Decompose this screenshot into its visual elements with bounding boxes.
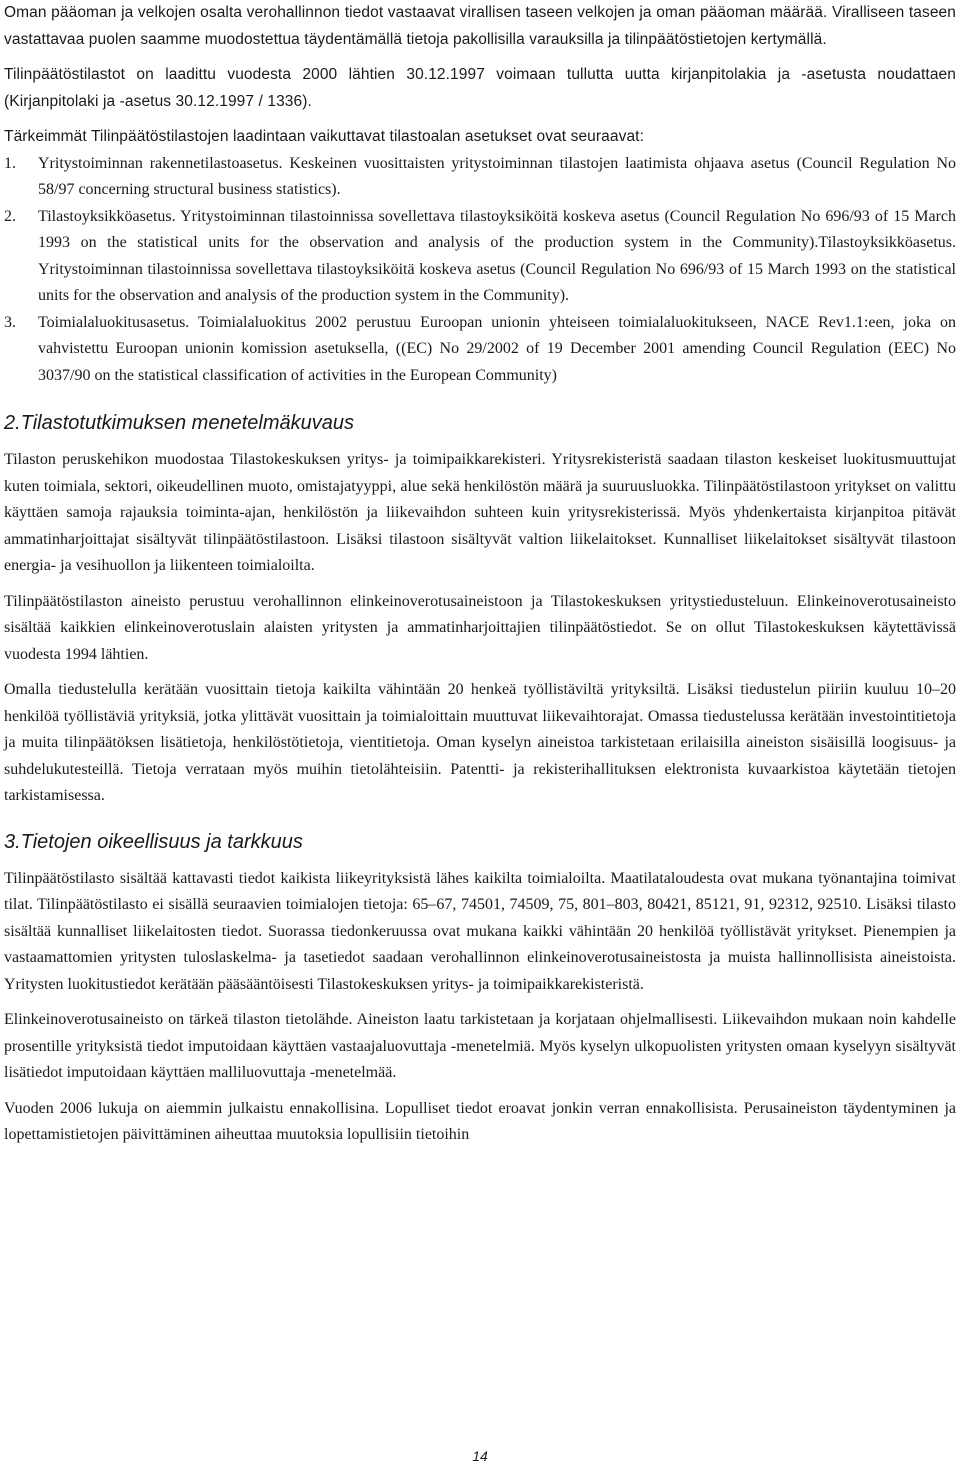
list-item-number: 1. — [4, 154, 16, 172]
list-item-number: 2. — [4, 207, 16, 225]
list-item — [4, 204, 956, 310]
section-3-paragraph-2: Elinkeinoverotusaineisto on tärkeä tilaston tietolähde. Aineiston laatu tarkistetaan ja korjataan ohjelmallisesti. Liikevaihdon mukaan noin kahdelle prosentille yrityksistä tiedot imputoidaan käyttäen vastaajaluovuttaja -menetelmiä. Myös kyselyn ulkopuolisten yritysten omaan kyselyyn sisältyvät lisätiedot imputoidaan käyttäen malliluovuttaja -menetelmää. — [4, 1011, 956, 1081]
document-page — [4, 0, 956, 1149]
list-item-text: Toimialaluokitusasetus. Toimialaluokitus 2002 perustuu Euroopan unionin yhteiseen toimialaluokitukseen, NACE Rev1.1:een, joka on vahvistettu Euroopan unionin komission asetuksella, ((EC) No 29/2002 of 19 December 2001 amending Council Regulation (EEC) No 3037/90 on the statistical classification of activities in the European Community) — [38, 313, 956, 384]
intro-paragraph-1: Oman pääoman ja velkojen osalta verohallinnon tiedot vastaavat virallisen taseen velkojen ja oman pääoman määrää. Viralliseen taseen vastattavaa puolen saamme muodostettua täydentämällä tietoja pakollisilla varauksilla ja tilinpäätöstietojen kertymällä. — [4, 4, 956, 48]
section-2-paragraph-1: Tilaston peruskehikon muodostaa Tilastokeskuksen yritys- ja toimipaikkarekisteri. Yritysrekisteristä saadaan tilaston keskeiset luokitusmuuttujat kuten toimiala, sektori, oikeudellinen muoto, omistajatyyppi, alue sekä henkilöstön määrä ja suuruusluokka. Tilinpäätöstilastoon yritykset on valittu käyttäen samoja rajauksia toiminta-ajan, henkilöstön ja liikevaihdon suhteen kuin yritysrekisterissä. Myös yhdenkertaista kirjanpitoa pitävät ammatinharjoittajat sisältyvät tilinpäätöstilastoon. Lisäksi tilastoon sisältyvät valtion liikelaitokset. Kunnalliset liikelaitokset sisältyvät tilastoon energia- ja vesihuollon ja liikenteen toimialoilta. — [4, 451, 956, 574]
intro-paragraph-3: Tärkeimmät Tilinpäätöstilastojen laadintaan vaikuttavat tilastoalan asetukset ovat seuraavat: — [4, 128, 644, 145]
section-2-paragraph-2: Tilinpäätöstilaston aineisto perustuu verohallinnon elinkeinoverotusaineistoon ja Tilastokeskuksen yritystiedusteluun. Elinkeinoverotusaineisto sisältää kaikkien elinkeinoverotuslain alaisten yritysten ja ammatinharjoittajien tilinpäätöstiedot. Se on ollut Tilastokeskuksen käytettävissä vuodesta 1994 lähtien. — [4, 592, 956, 663]
section-2-paragraph-3: Omalla tiedustelulla kerätään vuosittain tietoja kaikilta vähintään 20 henkeä työllistäviltä yrityksiltä. Lisäksi tiedustelun piiriin kuuluu 10–20 henkilöä työllistäviä yrityksiä, jotka ylittävät vuosittain ja toimialoittain muuttuvat liikevaihtorajat. Omassa tiedustelussa kerätään investointitietoja ja muita tilinpäätöksen lisätietoja, henkilöstötietoja, vientitietoja. Oman kyselyn aineistoa tarkistetaan erilaisilla aineiston sisäisillä loogisuus- ja suhdelukutesteillä. Tietoja verrataan myös muihin tietolähteisiin. Patentti- ja rekisterihallituksen elektronista kuvaarkistoa käytetään tietojen tarkistamisessa. — [4, 681, 956, 804]
section-3-paragraph-1: Tilinpäätöstilasto sisältää kattavasti tiedot kaikista liikeyrityksistä lähes kaikilta toimialoilta. Maatilataloudesta ovat mukana työnantajina toimivat tilat. Tilinpäätöstilasto ei sisällä seuraavien toimialojen tietoja: 65–67, 74501, 74509, 75, 801–803, 80421, 85121, 91, 92312, 92510. Lisäksi tilasto sisältää kunnalliset liikelaitosten tiedot. Suorassa tiedonkeruussa ovat mukana kaikki vähintään 20 henkilöä työllistävät yritykset. Pienempien ja vastaamattomien yritysten tuloslaskelma- ja tasetiedot saadaan verohallinnon elinkeinoverotusaineistosta ja muista hallinnollisista aineistoista. Yritysten luokitustiedot kerätään pääsääntöisesti Tilastokeskuksen yritys- ja toimipaikkarekisteristä. — [4, 869, 956, 993]
page-number: 14 — [472, 1448, 488, 1464]
list-item-text: Tilastoyksikköasetus. Yritystoiminnan tilastoinnissa sovellettava tilastoyksiköitä koskeva asetus (Council Regulation No 696/93 of 15 March 1993 on the statistical units for the observation and analysis of the production system in the Community).Tilastoyksikköasetus. Yritystoiminnan tilastoinnissa sovellettava tilastoyksiköitä koskeva asetus (Council Regulation No 696/93 of 15 March 1993 on the statistical units for the observation and analysis of the production system in the Community). — [38, 207, 956, 304]
section-3-heading: 3.Tietojen oikeellisuus ja tarkkuus — [4, 830, 303, 853]
list-item-text: Yritystoiminnan rakennetilastoasetus. Keskeinen vuosittaisten yritystoiminnan tilastojen laatimista ohjaava asetus (Council Regulation No 58/97 concerning structural business statistics). — [38, 154, 956, 198]
section-2-heading: 2.Tilastotutkimuksen menetelmäkuvaus — [4, 412, 354, 434]
section-3-paragraph-3: Vuoden 2006 lukuja on aiemmin julkaistu ennakollisina. Lopulliset tiedot eroavat jonkin verran ennakollisista. Perusaineiston täydentyminen ja lopettamistietojen päivittäminen aiheuttaa muutoksia lopullisiin tietoihin — [4, 1099, 956, 1143]
list-item — [4, 151, 956, 204]
intro-paragraph-2: Tilinpäätöstilastot on laadittu vuodesta 2000 lähtien 30.12.1997 voimaan tullutta uutta kirjanpitolakia ja -asetusta noudattaen (Kirjanpitolaki ja -asetus 30.12.1997 / 1336). — [4, 66, 956, 110]
list-item-number: 3. — [4, 313, 16, 331]
list-item — [4, 310, 956, 390]
regulations-list — [4, 151, 956, 390]
